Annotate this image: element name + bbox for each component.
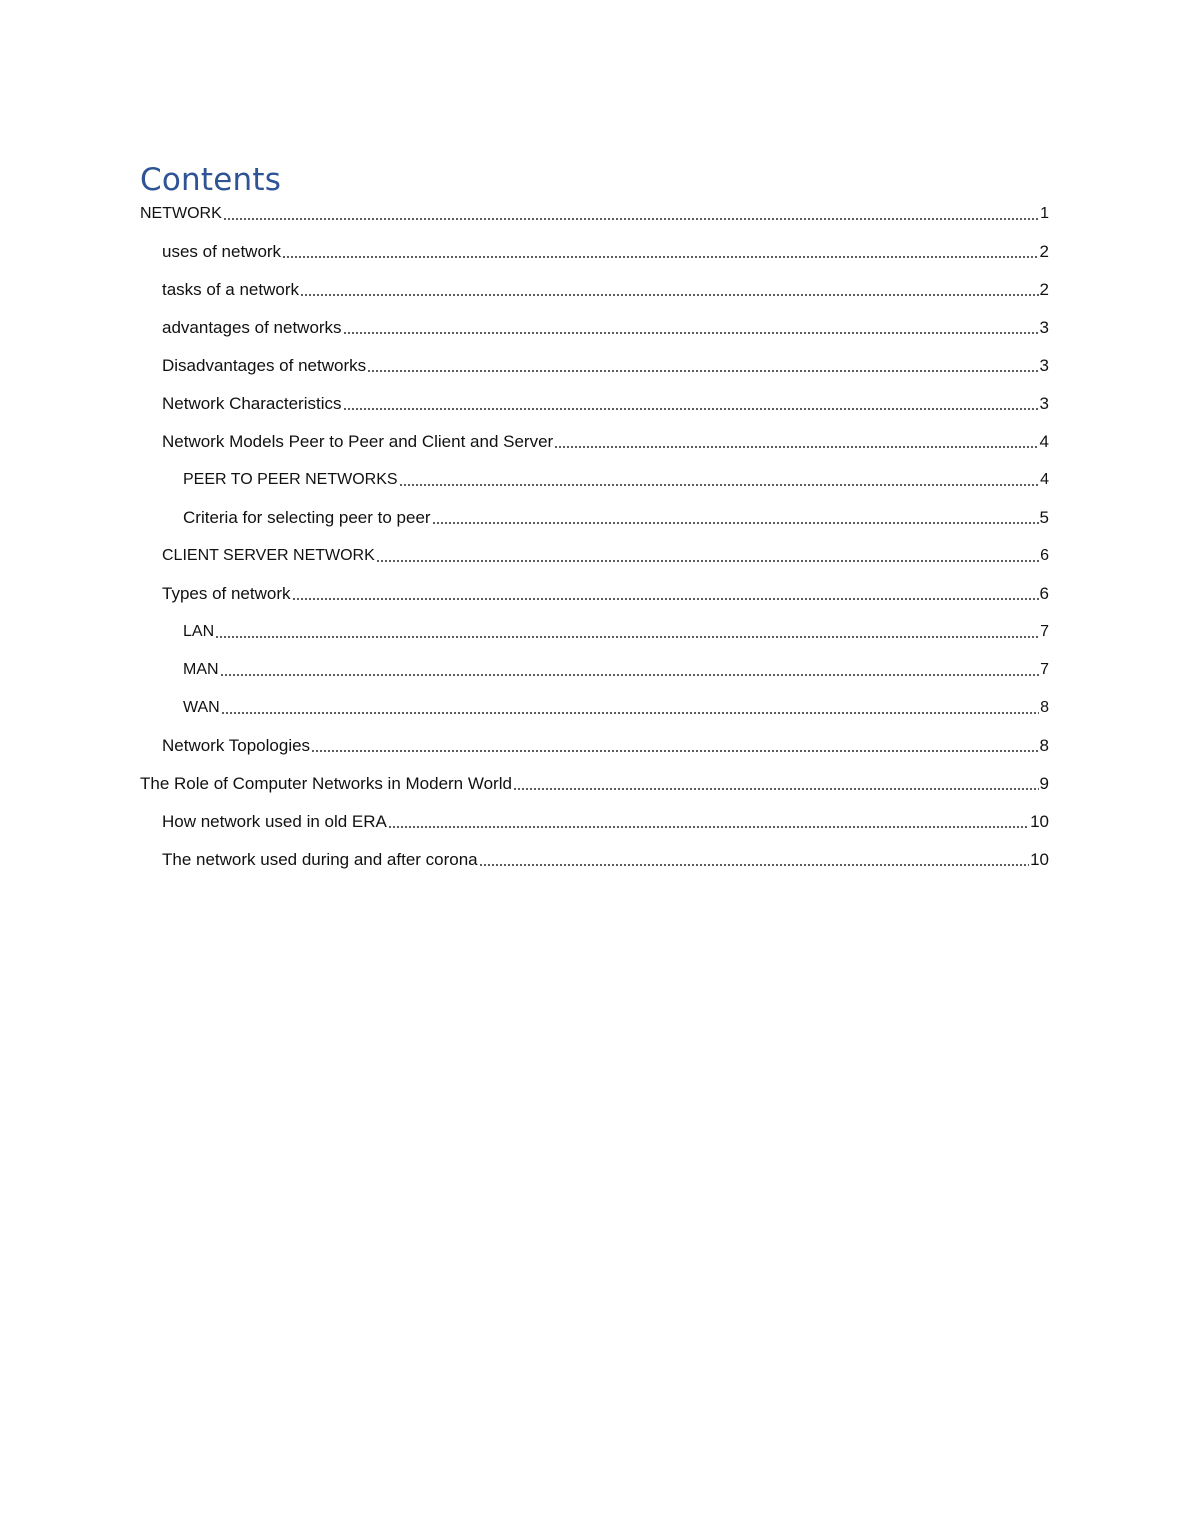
- toc-entry[interactable]: [140, 460, 1049, 498]
- toc-entry-page: 10: [1030, 812, 1049, 831]
- dot-leader: [432, 511, 1039, 525]
- dot-leader: [292, 587, 1039, 601]
- dot-leader: [215, 625, 1039, 639]
- toc-entry-title: MAN: [183, 661, 219, 678]
- toc-entry-title: The Role of Computer Networks in Modern World: [140, 774, 512, 793]
- toc-entry-title: NETWORK: [140, 205, 222, 222]
- table-of-contents: [140, 198, 1049, 878]
- toc-entry-title: Disadvantages of networks: [162, 356, 367, 375]
- toc-entry-page: 6: [1040, 547, 1049, 564]
- toc-entry[interactable]: [140, 764, 1049, 802]
- toc-entry[interactable]: [140, 688, 1049, 726]
- toc-entry[interactable]: [140, 384, 1049, 422]
- dot-leader: [223, 207, 1039, 221]
- dot-leader: [220, 663, 1040, 677]
- toc-entry-title: PEER TO PEER NETWORKS: [183, 471, 398, 488]
- toc-entry-title: The network used during and after corona: [162, 850, 478, 869]
- toc-entry-page: 2: [1039, 280, 1049, 299]
- toc-heading: Contents: [140, 162, 282, 198]
- dot-leader: [343, 321, 1039, 335]
- dot-leader: [300, 283, 1039, 297]
- toc-entry[interactable]: [140, 422, 1049, 460]
- toc-entry-page: 7: [1040, 623, 1049, 640]
- toc-entry-title: Network Topologies: [162, 736, 311, 755]
- toc-entry-page: 7: [1040, 661, 1049, 678]
- toc-entry[interactable]: [140, 612, 1049, 650]
- toc-entry-title: Network Characteristics: [162, 394, 342, 413]
- toc-entry-title: Types of network: [162, 584, 291, 603]
- toc-entry[interactable]: [140, 650, 1049, 688]
- toc-entry[interactable]: [140, 726, 1049, 764]
- dot-leader: [343, 397, 1039, 411]
- toc-entry[interactable]: [140, 574, 1049, 612]
- toc-entry-page: 9: [1039, 774, 1049, 793]
- dot-leader: [311, 739, 1038, 753]
- toc-entry-page: 4: [1040, 471, 1049, 488]
- dot-leader: [388, 815, 1029, 829]
- toc-entry-title: CLIENT SERVER NETWORK: [162, 547, 375, 564]
- toc-entry-page: 3: [1039, 356, 1049, 375]
- toc-entry[interactable]: [140, 308, 1049, 346]
- dot-leader: [376, 549, 1039, 563]
- dot-leader: [399, 473, 1040, 487]
- toc-entry-page: 5: [1039, 508, 1049, 527]
- toc-entry-title: WAN: [183, 699, 220, 716]
- toc-entry-page: 3: [1039, 394, 1049, 413]
- toc-entry[interactable]: [140, 270, 1049, 308]
- toc-entry-title: Network Models Peer to Peer and Client and Server: [162, 432, 554, 451]
- toc-entry[interactable]: [140, 498, 1049, 536]
- toc-entry-page: 8: [1040, 699, 1049, 716]
- toc-entry-page: 3: [1039, 318, 1049, 337]
- dot-leader: [282, 245, 1038, 259]
- toc-entry-page: 4: [1039, 432, 1049, 451]
- toc-entry-title: advantages of networks: [162, 318, 342, 337]
- toc-entry[interactable]: [140, 346, 1049, 384]
- toc-entry-page: 1: [1040, 205, 1049, 222]
- toc-entry-page: 8: [1039, 736, 1049, 755]
- toc-entry-page: 2: [1039, 242, 1049, 261]
- dot-leader: [513, 777, 1039, 791]
- toc-entry[interactable]: [140, 198, 1049, 232]
- dot-leader: [221, 701, 1039, 715]
- dot-leader: [554, 435, 1038, 449]
- toc-entry-title: LAN: [183, 623, 215, 640]
- toc-entry-page: 10: [1030, 850, 1049, 869]
- toc-entry-title: tasks of a network: [162, 280, 300, 299]
- toc-entry-page: 6: [1039, 584, 1049, 603]
- toc-entry-title: Criteria for selecting peer to peer: [183, 508, 431, 527]
- toc-entry[interactable]: [140, 802, 1049, 840]
- toc-entry[interactable]: [140, 536, 1049, 574]
- dot-leader: [367, 359, 1038, 373]
- toc-entry[interactable]: [140, 840, 1049, 878]
- toc-entry-title: uses of network: [162, 242, 282, 261]
- dot-leader: [479, 853, 1029, 867]
- toc-entry[interactable]: [140, 232, 1049, 270]
- toc-entry-title: How network used in old ERA: [162, 812, 387, 831]
